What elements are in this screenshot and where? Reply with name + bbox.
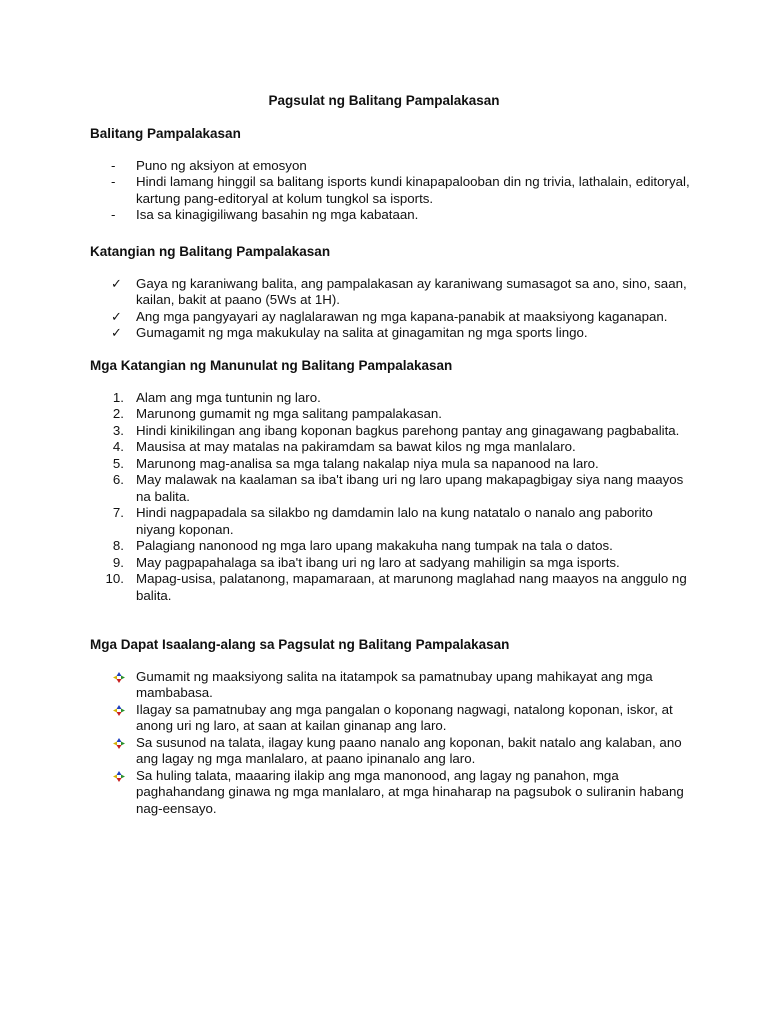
list-item [90, 439, 690, 456]
list-item [90, 768, 690, 818]
list-number: 10. [105, 571, 124, 586]
list-item [90, 276, 690, 309]
list-item-text: Ang mga pangyayari ay naglalarawan ng mga kapana-panabik at maaksiyong kaganapan. [136, 308, 668, 324]
list-item [90, 456, 690, 473]
list-item-text: Gaya ng karaniwang balita, ang pampalakasan ay karaniwang sumasagot sa ano, sino, saan, kailan, bakit at paano (5Ws at 1H). [136, 275, 687, 307]
list-item [90, 538, 690, 555]
list-number: 3. [112, 422, 124, 438]
section-heading: Mga Katangian ng Manunulat ng Balitang Pampalakasan [90, 358, 453, 373]
section-dapat-isaalang-alang [90, 637, 690, 817]
list-number: 8. [112, 538, 124, 553]
list-item-text: Hindi lamang hinggil sa balitang isports kundi kinapapalooban din ng trivia, lathalain, editoryal, kartung pang-editoryal at kolum tungkol sa isports. [136, 174, 690, 206]
list-number: 7. [112, 505, 124, 520]
section-manunulat [90, 358, 690, 604]
section-balitang-pampalakasan [90, 126, 690, 224]
list-item-text: May malawak na kaalaman sa iba't ibang uri ng laro upang makapagbigay siya nang maayos na balita. [136, 472, 684, 504]
checkmark-icon: ✓ [111, 325, 122, 340]
list-item [90, 571, 690, 604]
list-number: 9. [112, 554, 124, 570]
list-number: 2. [112, 406, 124, 421]
four-arrows-bullet-icon [113, 738, 125, 749]
arrow-bullet-list [90, 669, 690, 818]
list-item [90, 735, 690, 768]
check-list [90, 276, 690, 342]
list-item-text: Mapag-usisa, palatanong, mapamaraan, at marunong maglahad nang maayos na anggulo ng balita. [136, 571, 687, 603]
section-heading: Balitang Pampalakasan [90, 126, 241, 141]
checkmark-icon: ✓ [111, 275, 122, 291]
list-item-text: Sa susunod na talata, ilagay kung paano nanalo ang koponan, bakit natalo ang kalaban, ano ang lagay ng mga manlalaro, at paano ipinanalo ang laro. [136, 734, 682, 766]
dash-marker: - [111, 157, 116, 173]
list-item [90, 472, 690, 505]
list-item-text: Hindi nagpapadala sa silakbo ng damdamin lalo na kung natatalo o nanalo ang paborito niyang koponan. [136, 505, 653, 537]
list-item [90, 669, 690, 702]
checkmark-icon: ✓ [111, 308, 122, 324]
list-item-text: Palagiang nanonood ng mga laro upang makakuha nang tumpak na tala o datos. [136, 538, 613, 553]
numbered-list [90, 390, 690, 605]
list-item-text: Gumamit ng maaksiyong salita na itatampok sa pamatnubay upang mahikayat ang mga mambabasa. [136, 668, 653, 700]
list-number: 6. [112, 472, 124, 487]
list-item [90, 309, 690, 326]
list-item [90, 174, 690, 207]
list-number: 4. [112, 439, 124, 454]
four-arrows-bullet-icon [113, 672, 125, 683]
list-item [90, 406, 690, 423]
list-item-text: Isa sa kinagigiliwang basahin ng mga kabataan. [136, 207, 419, 222]
section-heading: Mga Dapat Isaalang-alang sa Pagsulat ng Balitang Pampalakasan [90, 637, 510, 652]
section-katangian [90, 244, 690, 342]
four-arrows-bullet-icon [113, 705, 125, 716]
list-item [90, 325, 690, 342]
list-item-text: Puno ng aksiyon at emosyon [136, 157, 307, 173]
list-item-text: May pagpapahalaga sa iba't ibang uri ng laro at sadyang mahiligin sa mga isports. [136, 554, 620, 570]
list-number: 5. [112, 455, 124, 471]
list-item-text: Ilagay sa pamatnubay ang mga pangalan o koponang nagwagi, natalong koponan, iskor, at anong uri ng laro, at saan at kailan ginanap ang laro. [136, 701, 673, 733]
list-item [90, 423, 690, 440]
list-item [90, 390, 690, 407]
section-heading: Katangian ng Balitang Pampalakasan [90, 244, 331, 259]
dash-marker: - [111, 207, 116, 222]
list-item-text: Alam ang mga tuntunin ng laro. [136, 389, 321, 405]
list-number: 1. [112, 389, 124, 405]
document-title: Pagsulat ng Balitang Pampalakasan [268, 93, 500, 108]
list-item-text: Marunong gumamit ng mga salitang pampalakasan. [136, 406, 443, 421]
list-item-text: Mausisa at may matalas na pakiramdam sa bawat kilos ng mga manlalaro. [136, 439, 576, 454]
dash-marker: - [111, 174, 116, 189]
list-item [90, 158, 690, 175]
dash-list [90, 158, 690, 224]
list-item-text: Gumagamit ng mga makukulay na salita at ginagamitan ng mga sports lingo. [136, 325, 588, 340]
list-item [90, 207, 690, 224]
list-item-text: Marunong mag-analisa sa mga talang nakalap niya mula sa napanood na laro. [136, 455, 599, 471]
list-item-text: Sa huling talata, maaaring ilakip ang mga manonood, ang lagay ng panahon, mga paghahandang ginawa ng mga manlalaro, at mga hinaharap na pagsubok o suliranin habang nag-eensayo. [136, 767, 684, 816]
list-item [90, 505, 690, 538]
list-item [90, 555, 690, 572]
list-item [90, 702, 690, 735]
list-item-text: Hindi kinikilingan ang ibang koponan bagkus parehong pantay ang ginagawang pagbabalita. [136, 422, 680, 438]
four-arrows-bullet-icon [113, 771, 125, 782]
